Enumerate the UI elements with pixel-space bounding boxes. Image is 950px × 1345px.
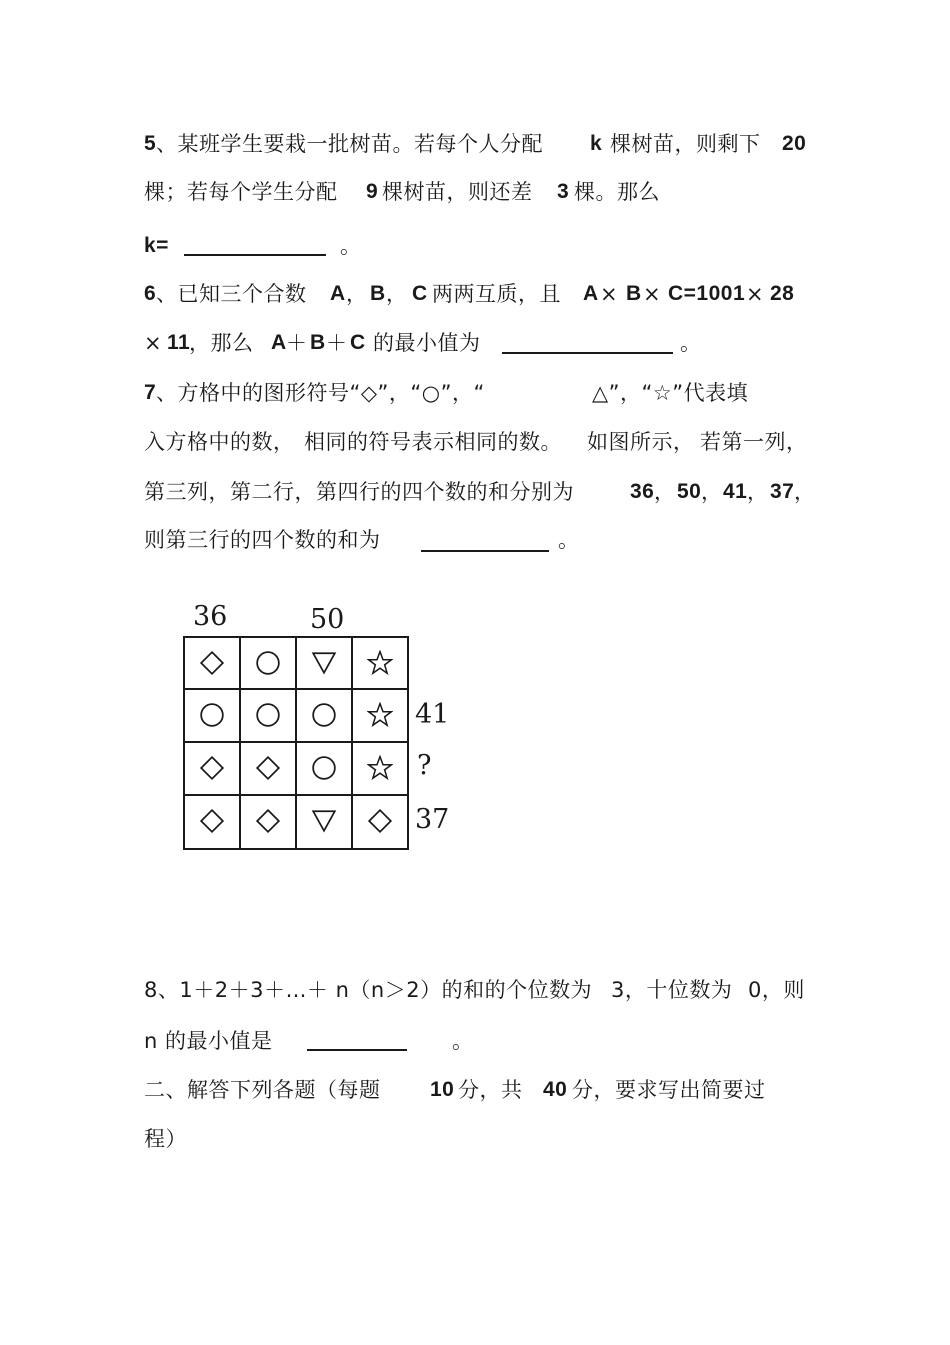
q6-B: B	[310, 331, 326, 354]
q5-20: 20	[782, 132, 807, 155]
q8-period: 。	[452, 1029, 474, 1053]
q6-plus: ＋	[286, 331, 308, 355]
q6-times: ×	[600, 282, 619, 306]
q7-comma: ，	[747, 480, 769, 504]
q7-comma: ，	[701, 480, 723, 504]
q7-text: 相同的符号表示相同的数。	[304, 430, 562, 454]
q6-period: 。	[680, 331, 702, 355]
q5-text: 棵；若每个学生分配	[144, 180, 338, 204]
q8-text: 8、1＋2＋3＋…＋ n（n＞2）的和的个位数为	[144, 978, 593, 1002]
q5-3: 3	[557, 180, 570, 203]
row-label-3: ?	[417, 750, 432, 781]
q7-41: 41	[723, 480, 748, 503]
q7-37: 37	[770, 480, 795, 503]
circle-icon	[296, 689, 352, 741]
q5-k: k	[590, 132, 603, 155]
q5-answer-blank[interactable]	[184, 254, 326, 256]
star-icon	[352, 637, 408, 689]
section2-40: 40	[543, 1078, 568, 1101]
q5-text: 棵树苗，则还差	[382, 180, 533, 204]
section2-text: 分，共	[458, 1078, 523, 1102]
q7-50: 50	[677, 480, 702, 503]
q7-comma: ，	[794, 480, 816, 504]
q8-answer-blank[interactable]	[307, 1049, 407, 1051]
triangle-down-icon	[296, 795, 352, 847]
q5-text: 棵树苗，则剩下	[610, 132, 761, 156]
q7-text: 如图所示，	[587, 430, 695, 454]
q6-B: B	[626, 282, 642, 305]
q5-k-equals: k=	[144, 234, 169, 257]
q6-times: ×	[643, 282, 662, 306]
section2-text: 分，要求写出简要过	[572, 1078, 766, 1102]
q7-text: △”，“☆”代表填	[592, 381, 749, 405]
q5-period: 。	[340, 234, 362, 258]
q5-text: 棵。那么	[574, 180, 660, 204]
section2-text: 二、解答下列各题（每题	[144, 1078, 381, 1102]
row-label-2: 41	[415, 699, 450, 730]
q8-text: n 的最小值是	[144, 1029, 273, 1053]
col-label-3: 50	[310, 604, 345, 635]
q6-text: 的最小值为	[373, 331, 481, 355]
q6-text: 、已知三个合数	[156, 282, 307, 306]
q6-times: ×	[144, 331, 163, 355]
diamond-icon	[184, 637, 240, 689]
q6-A: A	[271, 331, 287, 354]
section2-text: 程）	[144, 1127, 187, 1151]
q5-number: 5	[144, 132, 157, 155]
q6-A: A	[583, 282, 599, 305]
diamond-icon	[240, 742, 296, 794]
circle-icon	[296, 742, 352, 794]
q7-comma: ，	[654, 480, 676, 504]
q5-text: 、某班学生要栽一批树苗。若每个人分配	[156, 132, 543, 156]
q7-36: 36	[630, 480, 655, 503]
q6-times: ×	[746, 282, 765, 306]
q6-number: 6	[144, 282, 157, 305]
q5-9: 9	[366, 180, 379, 203]
section2-10: 10	[430, 1078, 455, 1101]
q6-28: 28	[770, 282, 795, 305]
q7-text: 入方格中的数，	[144, 430, 295, 454]
q7-text: 第三列，第二行，第四行的四个数的和分别为	[144, 480, 574, 504]
diamond-icon	[240, 795, 296, 847]
q7-number: 7	[144, 381, 157, 404]
q7-answer-blank[interactable]	[421, 550, 549, 552]
q6-text: 两两互质，且	[432, 282, 561, 306]
q6-plus: ＋	[326, 331, 348, 355]
star-icon	[352, 689, 408, 741]
q7-text: 若第一列，	[700, 430, 808, 454]
q8-text: 3，十位数为	[611, 978, 733, 1002]
q8-text: 0，则	[748, 978, 805, 1002]
circle-icon	[240, 689, 296, 741]
q6-C: C	[350, 331, 366, 354]
q6-B: B	[370, 282, 386, 305]
circle-icon	[240, 637, 296, 689]
q6-11: 11	[167, 331, 191, 354]
q6-C: C	[412, 282, 428, 305]
col-label-1: 36	[193, 601, 228, 632]
diamond-icon	[184, 795, 240, 847]
q7-period: 。	[558, 528, 580, 552]
row-label-4: 37	[415, 804, 450, 835]
q6-C-1001: C=1001	[668, 282, 746, 305]
star-icon	[352, 742, 408, 794]
diamond-icon	[352, 795, 408, 847]
q6-comma: ，	[386, 282, 408, 306]
triangle-down-icon	[296, 637, 352, 689]
q7-text: 则第三行的四个数的和为	[144, 528, 381, 552]
q6-answer-blank[interactable]	[502, 352, 673, 354]
q6-text: ，那么	[189, 331, 254, 355]
q6-A: A	[330, 282, 346, 305]
diamond-icon	[184, 742, 240, 794]
circle-icon	[184, 689, 240, 741]
q6-comma: ，	[346, 282, 368, 306]
q7-text: 、方格中的图形符号“◇”，“○”，“	[156, 381, 485, 405]
